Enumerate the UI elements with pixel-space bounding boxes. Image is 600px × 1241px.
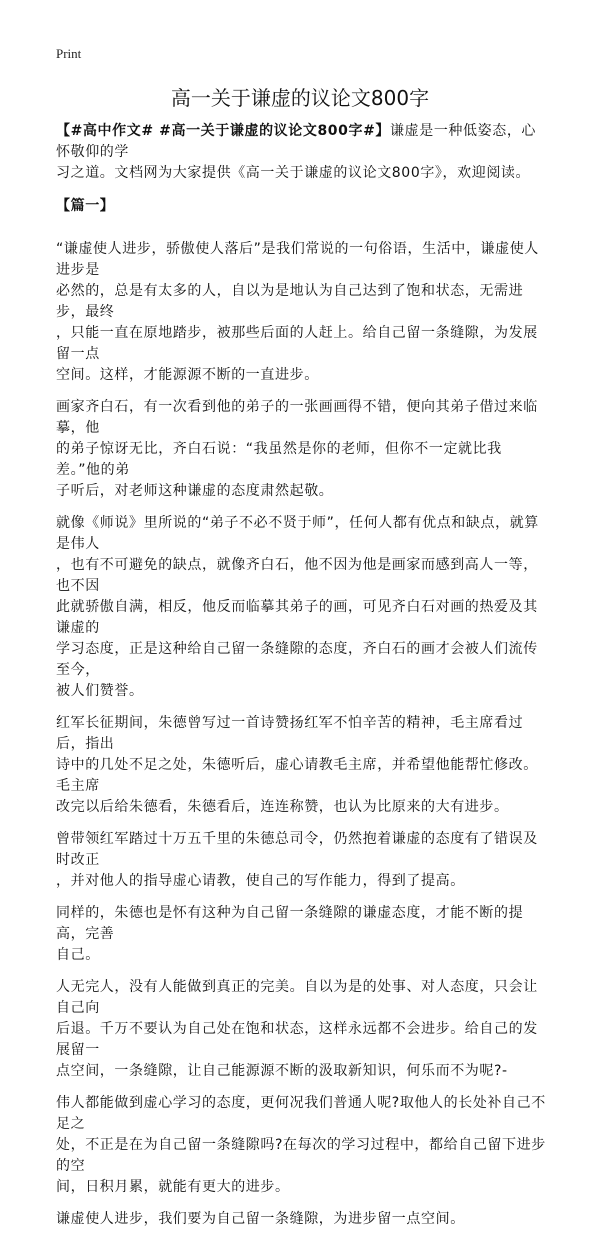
intro-paragraph [56,121,546,184]
paragraph-line: 此就骄傲自满，相反，他反而临摹其弟子的画，可见齐白石对画的热爱及其谦虚的 [56,599,538,636]
paragraph-line: 红军长征期间，朱德曾写过一首诗赞扬红军不怕辛苦的精神，毛主席看过后，指出 [56,715,524,752]
section-heading: 【篇一】 [56,198,115,214]
paragraph-line: 空间。这样，才能源源不断的一直进步。 [56,367,319,383]
paragraph-line: 曾带领红军踏过十万五千里的朱德总司令，仍然抱着谦虚的态度有了错误及时改正 [56,831,538,868]
paragraph [56,829,546,892]
paragraph-line: 就像《师说》里所说的“弟子不必不贤于师”，任何人都有优点和缺点，就算是伟人 [56,515,539,552]
intro-tag: 【#高中作文# #高一关于谦虚的议论文800字#】 [56,123,391,139]
paragraph-line: 诗中的几处不足之处，朱德听后，虚心请教毛主席，并希望他能帮忙修改。毛主席 [56,757,538,794]
paragraph [56,977,546,1082]
paragraph-line: 伟人都能做到虚心学习的态度，更何况我们普通人呢?取他人的长处补自己不足之 [56,1095,546,1132]
paragraph-line: 后退。千万不要认为自己处在饱和状态，这样永远都不会进步。给自己的发展留一 [56,1021,538,1058]
paragraph-line: 谦虚使人进步，我们要为自己留一条缝隙，为进步留一点空间。 [56,1211,465,1227]
article-paragraphs [56,239,546,1230]
paragraph-line: 处，不正是在为自己留一条缝隙吗?在每次的学习过程中，都给自己留下进步的空 [56,1137,546,1174]
paragraph-line: ，并对他人的指导虚心请教，使自己的写作能力，得到了提高。 [56,873,465,889]
paragraph [56,239,546,386]
paragraph [56,397,546,502]
paragraph-line: 同样的，朱德也是怀有这种为自己留一条缝隙的谦虚态度，才能不断的提高，完善 [56,905,524,942]
intro-line: 习之道。文档网为大家提供《高一关于谦虚的议论文800字》，欢迎阅读。 [56,165,531,181]
paragraph-line: 画家齐白石，有一次看到他的弟子的一张画画得不错，便向其弟子借过来临摹，他 [56,399,538,436]
intro-text: 谦虚是一种低姿态，心怀敬仰的学 [56,123,537,160]
intro-line [56,121,546,163]
paragraph-line: 子听后，对老师这种谦虚的态度肃然起敬。 [56,483,334,499]
paragraph-line: 被人们赞誉。 [56,683,144,699]
print-link[interactable]: Print [56,46,82,61]
paragraph-line: 的弟子惊讶无比，齐白石说：“我虽然是你的老师，但你不一定就比我差。”他的弟 [56,441,502,478]
paragraph-line: 点空间，一条缝隙，让自己能源源不断的汲取新知识，何乐而不为呢?- [56,1063,508,1079]
paragraph-line: 间，日积月累，就能有更大的进步。 [56,1179,290,1195]
page-title: 高一关于谦虚的议论文800字 [170,86,430,110]
document-body [56,121,546,1241]
paragraph-line: 改完以后给朱德看，朱德看后，连连称赞，也认为比原来的大有进步。 [56,799,509,815]
paragraph [56,713,546,818]
paragraph-line: ，也有不可避免的缺点，就像齐白石，他不因为他是画家而感到高人一等，也不因 [56,557,538,594]
paragraph-line: 自己。 [56,947,100,963]
paragraph-line: 人无完人，没有人能做到真正的完美。自以为是的处事、对人态度，只会让自己向 [56,979,538,1016]
paragraph-line: “谦虚使人进步，骄傲使人落后”是我们常说的一句俗语，生活中，谦虚使人进步是 [56,241,539,278]
paragraph-line: 学习态度，正是这种给自己留一条缝隙的态度，齐白石的画才会被人们流传至今， [56,641,538,678]
paragraph-line: ，只能一直在原地踏步，被那些后面的人赶上。给自己留一条缝隙，为发展留一点 [56,325,538,362]
paragraph [56,1209,546,1230]
paragraph-line: 必然的，总是有太多的人，自以为是地认为自己达到了饱和状态，无需进步，最终 [56,283,524,320]
paragraph [56,513,546,702]
paragraph [56,1093,546,1198]
paragraph [56,903,546,966]
